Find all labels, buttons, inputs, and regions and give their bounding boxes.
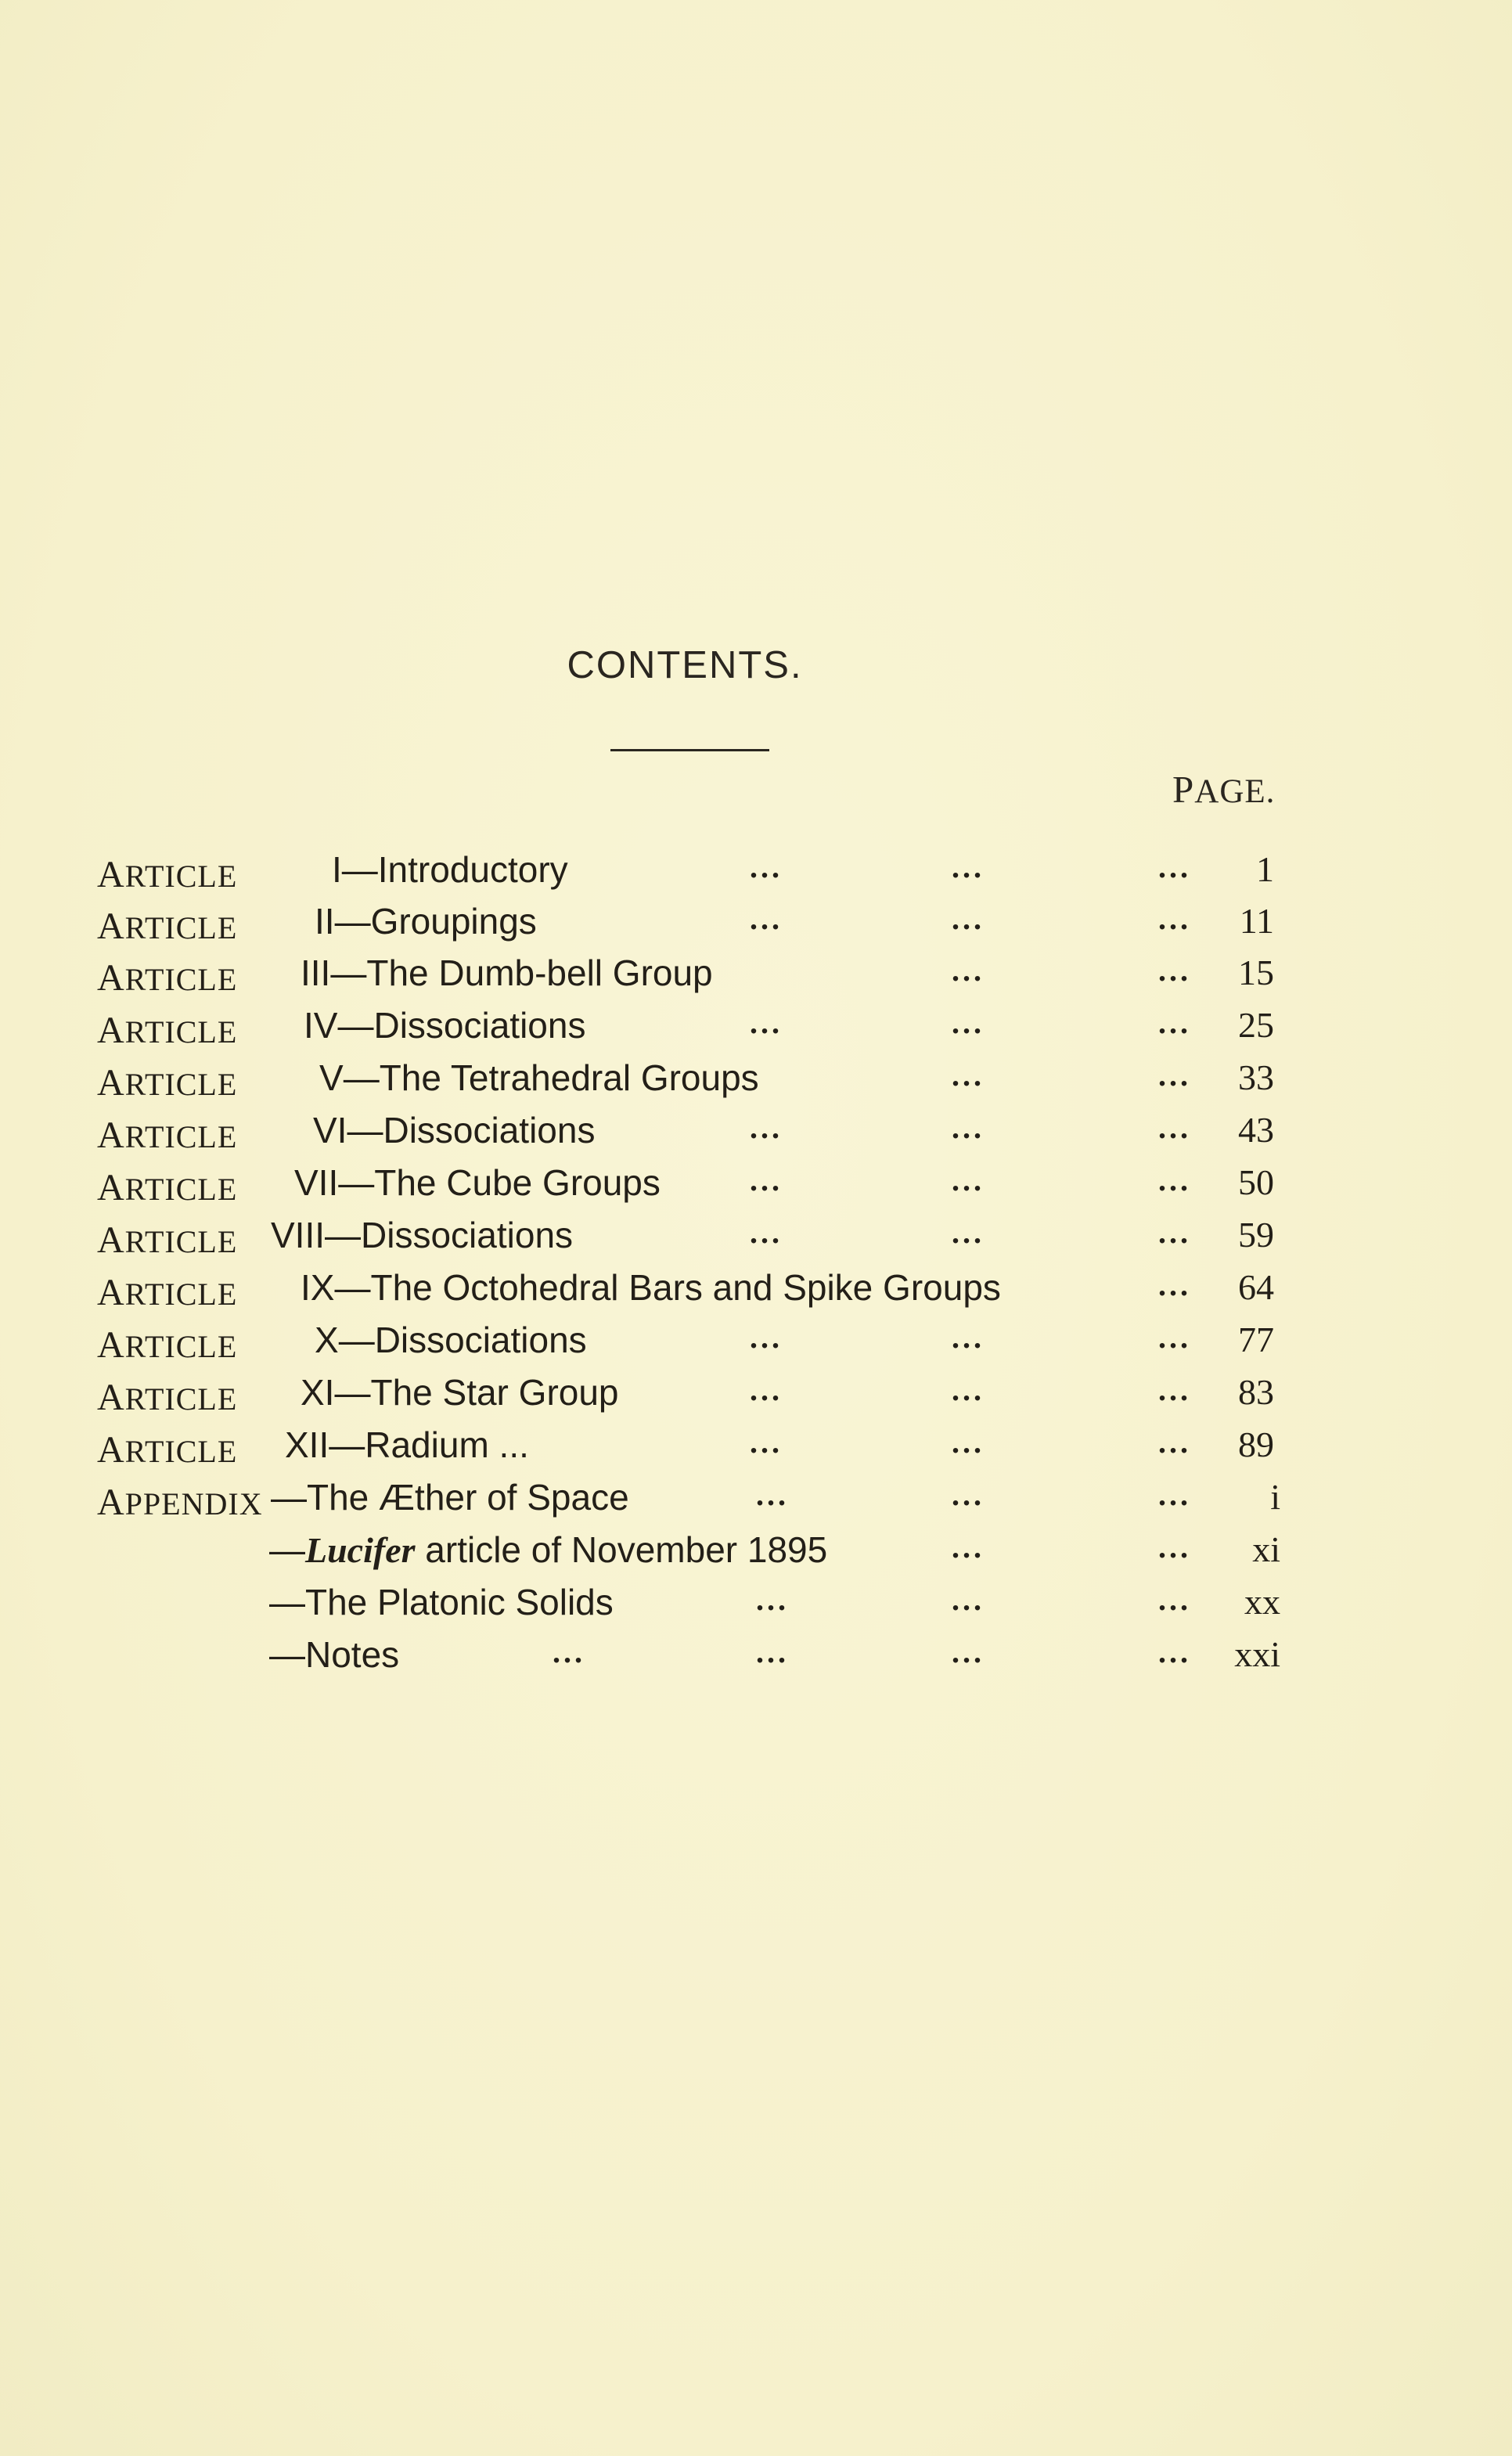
page-title: CONTENTS. [567,644,803,686]
dot-leader: ... [952,1582,985,1617]
row-label: APPENDIX [97,1482,263,1523]
row-label: ARTICLE [97,854,238,895]
dot-leader: ... [952,1372,985,1407]
entry-title: IX—The Octohedral Bars and Spike Groups [301,1267,1001,1308]
dot-leader: ... [1158,953,1191,988]
toc-row [0,1529,1512,1580]
periodical-title: Lucifer [305,1530,416,1570]
dot-leader: ... [952,1110,985,1145]
dot-leader: ... [750,1424,783,1460]
dot-leader: ... [1158,1372,1191,1407]
toc-row [0,1004,1512,1056]
page-number: 43 [1238,1110,1274,1150]
entry-title: I—Introductory [332,849,568,890]
dot-leader: ... [1158,1634,1191,1669]
entry-title: XII—Radium ... [285,1424,529,1465]
dot-leader: ... [756,1477,789,1512]
dot-leader: ... [1158,1424,1191,1460]
page-number: 50 [1238,1162,1274,1202]
toc-row [0,848,1512,900]
page-number: 1 [1256,849,1274,889]
dot-leader: ... [952,1529,985,1565]
dot-leader: ... [1158,1267,1191,1302]
dot-leader: ... [1158,1057,1191,1093]
row-label: ARTICLE [97,1272,238,1313]
row-label: ARTICLE [97,1219,238,1261]
dot-leader: ... [750,1162,783,1197]
page-number: 11 [1239,901,1274,941]
dot-leader: ... [1158,1162,1191,1197]
page-column-heading: PAGE. [1172,768,1276,811]
entry-title: II—Groupings [315,901,537,942]
dot-leader: ... [1158,1110,1191,1145]
row-label: ARTICLE [97,906,238,947]
dot-leader: ... [756,1582,789,1617]
entry-title: VII—The Cube Groups [294,1162,661,1203]
toc-row [0,900,1512,952]
dot-leader: ... [750,1215,783,1250]
toc-row [0,1424,1512,1475]
page-number: xx [1244,1582,1280,1622]
dot-leader: ... [952,1215,985,1250]
page-number: 77 [1238,1320,1274,1359]
row-label: ARTICLE [97,957,238,999]
dot-leader: ... [952,1162,985,1197]
page-number: i [1270,1477,1280,1517]
page-number: 33 [1238,1057,1274,1097]
dot-leader: ... [952,1634,985,1669]
row-label: ARTICLE [97,1377,238,1418]
page-number: 64 [1238,1267,1274,1307]
dot-leader: ... [952,953,985,988]
dot-leader: ... [1158,901,1191,936]
page-number: 89 [1238,1424,1274,1464]
dot-leader: ... [952,1424,985,1460]
toc-row [0,1476,1512,1528]
dot-leader: ... [553,1634,585,1669]
row-label: ARTICLE [97,1115,238,1156]
row-label: ARTICLE [97,1062,238,1104]
page-number: xxi [1234,1634,1280,1674]
page-number: 15 [1238,953,1274,992]
row-label: ARTICLE [97,1167,238,1208]
toc-row [0,1633,1512,1685]
row-label: ARTICLE [97,1010,238,1051]
dot-leader: ... [952,1057,985,1093]
entry-title: X—Dissociations [315,1320,587,1360]
entry-title: —Notes [269,1634,400,1675]
dot-leader: ... [952,1477,985,1512]
page-number: xi [1252,1529,1280,1569]
dot-leader: ... [952,901,985,936]
entry-title: III—The Dumb-bell Group [301,953,713,993]
page-number: 83 [1238,1372,1274,1412]
dot-leader: ... [750,849,783,884]
toc-row [0,1057,1512,1108]
toc-row [0,1161,1512,1213]
toc-row [0,952,1512,1003]
dot-leader: ... [952,1005,985,1040]
dot-leader: ... [1158,849,1191,884]
dot-leader: ... [750,1110,783,1145]
dot-leader: ... [1158,1320,1191,1355]
page-number: 59 [1238,1215,1274,1255]
row-label: ARTICLE [97,1429,238,1471]
entry-title: XI—The Star Group [301,1372,619,1413]
entry-title: VIII—Dissociations [271,1215,574,1255]
toc-row [0,1319,1512,1370]
dot-leader: ... [952,849,985,884]
toc-row [0,1109,1512,1161]
dot-leader: ... [952,1320,985,1355]
entry-title: VI—Dissociations [313,1110,596,1151]
toc-row [0,1371,1512,1423]
dot-leader: ... [750,1005,783,1040]
dot-leader: ... [750,1320,783,1355]
dot-leader: ... [750,901,783,936]
page-number: 25 [1238,1005,1274,1045]
dot-leader: ... [756,1634,789,1669]
dot-leader: ... [1158,1477,1191,1512]
dot-leader: ... [1158,1005,1191,1040]
toc-row [0,1266,1512,1318]
entry-title: —The Æther of Space [271,1477,629,1518]
dot-leader: ... [1158,1215,1191,1250]
toc-row [0,1581,1512,1633]
entry-title: IV—Dissociations [304,1005,586,1046]
dot-leader: ... [1158,1529,1191,1565]
toc-row [0,1214,1512,1266]
entry-title: —Lucifer article of November 1895 [269,1529,828,1570]
entry-title: —The Platonic Solids [269,1582,614,1622]
row-label: ARTICLE [97,1324,238,1366]
entry-title: V—The Tetrahedral Groups [319,1057,759,1098]
dot-leader: ... [750,1372,783,1407]
dot-leader: ... [1158,1582,1191,1617]
